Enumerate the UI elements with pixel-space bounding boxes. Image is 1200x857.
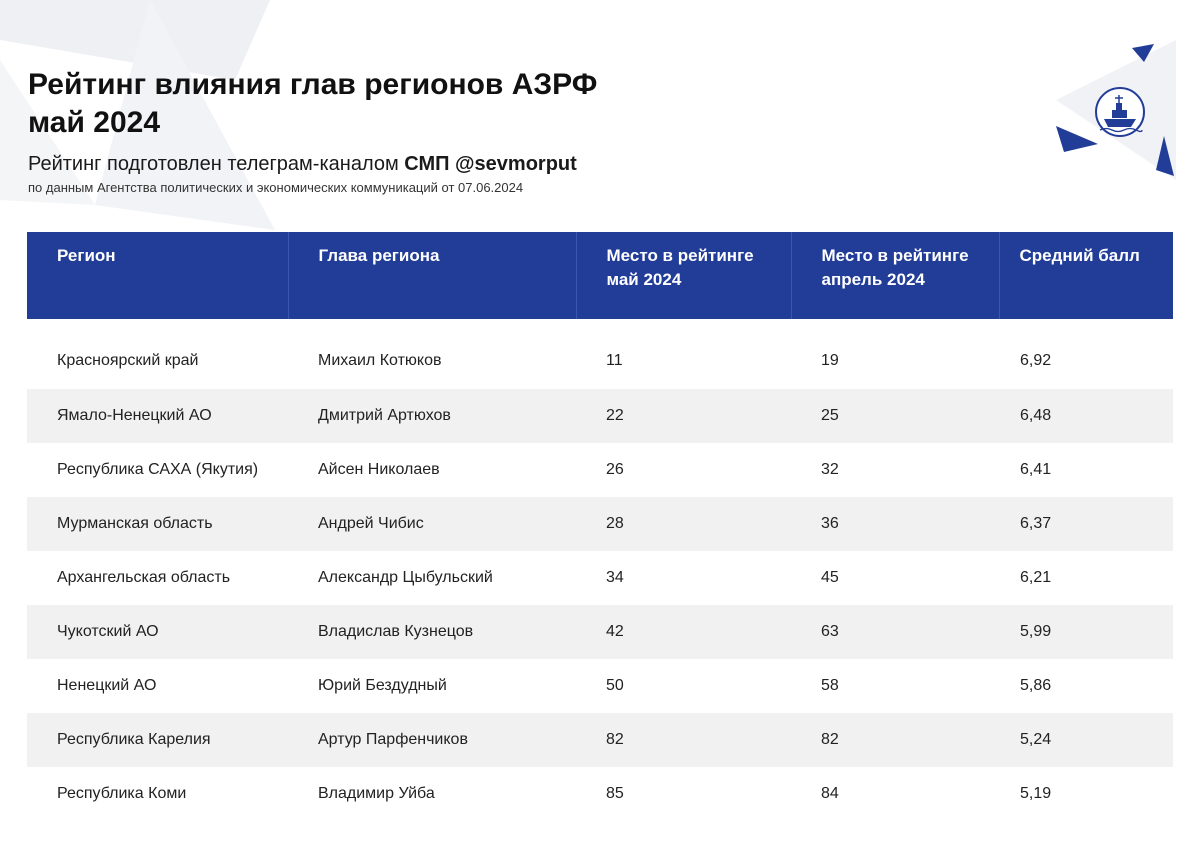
column-header-head: Глава региона: [288, 232, 576, 319]
avg-score-cell: 6,48: [999, 389, 1173, 443]
table-row: [27, 713, 1173, 767]
subtitle: [28, 152, 668, 176]
avg-score-cell: 6,21: [1020, 569, 1052, 586]
table-row: [27, 605, 1173, 659]
subtitle-prefix: Рейтинг подготовлен телеграм-каналом: [28, 153, 405, 175]
page-header: [28, 66, 668, 195]
table-row: [27, 551, 1173, 605]
rank-april-cell: 82: [791, 713, 999, 767]
avg-score-cell: 6,41: [1020, 461, 1052, 478]
table-header-row: [27, 232, 1173, 319]
governor-cell: Артур Парфенчиков: [288, 713, 576, 767]
column-header-region: Регион: [27, 232, 288, 319]
table-row: [27, 389, 1173, 443]
avg-score-cell: 5,86: [1020, 677, 1052, 694]
rank-april-cell: 25: [791, 389, 999, 443]
column-header-rank-may: Место в рейтинге май 2024: [576, 232, 791, 319]
rank-may-cell: 26: [606, 461, 624, 478]
region-cell: Ямало-Ненецкий АО: [27, 389, 288, 443]
avg-score-cell: 6,92: [1020, 352, 1052, 369]
rank-may-cell: 11: [606, 352, 623, 369]
region-cell: Мурманская область: [27, 497, 288, 551]
column-header-avg-score: Средний балл: [999, 232, 1173, 319]
table-row: [27, 497, 1173, 551]
avg-score-cell: 5,24: [999, 713, 1173, 767]
governor-cell: Юрий Бездудный: [318, 677, 447, 694]
page-title: Рейтинг влияния глав регионов АЗРФ май 2024: [28, 68, 598, 139]
channel-name: СМП @sevmorput: [404, 153, 577, 175]
icebreaker-ship-icon: [1036, 40, 1176, 180]
region-cell: Архангельская область: [57, 569, 231, 586]
governor-cell: Михаил Котюков: [318, 352, 442, 369]
region-cell: Чукотский АО: [27, 605, 288, 659]
rank-april-cell: 36: [791, 497, 999, 551]
avg-score-cell: 5,99: [999, 605, 1173, 659]
rank-april-cell: 32: [821, 461, 839, 478]
rank-may-cell: 42: [576, 605, 791, 659]
rank-april-cell: 19: [821, 352, 839, 369]
region-cell: Красноярский край: [57, 352, 199, 369]
table-row: [27, 767, 1173, 821]
table-row: [27, 659, 1173, 713]
rank-april-cell: 45: [821, 569, 839, 586]
rating-table: [27, 232, 1173, 821]
governor-cell: Айсен Николаев: [318, 461, 440, 478]
table-row: [27, 319, 1173, 389]
governor-cell: Андрей Чибис: [288, 497, 576, 551]
rank-may-cell: 22: [576, 389, 791, 443]
governor-cell: Владимир Уйба: [318, 785, 435, 802]
rank-may-cell: 50: [606, 677, 624, 694]
rank-may-cell: 28: [576, 497, 791, 551]
rank-may-cell: 85: [606, 785, 624, 802]
region-cell: Республика Карелия: [27, 713, 288, 767]
column-header-rank-april: Место в рейтинге апрель 2024: [791, 232, 999, 319]
rank-april-cell: 63: [791, 605, 999, 659]
source-note: по данным Агентства политических и экономических коммуникаций от 07.06.2024: [28, 180, 524, 195]
region-cell: Республика САХА (Якутия): [57, 461, 259, 478]
rank-april-cell: 58: [821, 677, 839, 694]
governor-cell: Александр Цыбульский: [318, 569, 493, 586]
region-cell: Ненецкий АО: [57, 677, 157, 694]
table-row: [27, 443, 1173, 497]
rank-may-cell: 82: [576, 713, 791, 767]
governor-cell: Владислав Кузнецов: [288, 605, 576, 659]
avg-score-cell: 5,19: [1020, 785, 1052, 802]
region-cell: Республика Коми: [57, 785, 187, 802]
avg-score-cell: 6,37: [999, 497, 1173, 551]
governor-cell: Дмитрий Артюхов: [288, 389, 576, 443]
rank-april-cell: 84: [821, 785, 839, 802]
rank-may-cell: 34: [606, 569, 624, 586]
